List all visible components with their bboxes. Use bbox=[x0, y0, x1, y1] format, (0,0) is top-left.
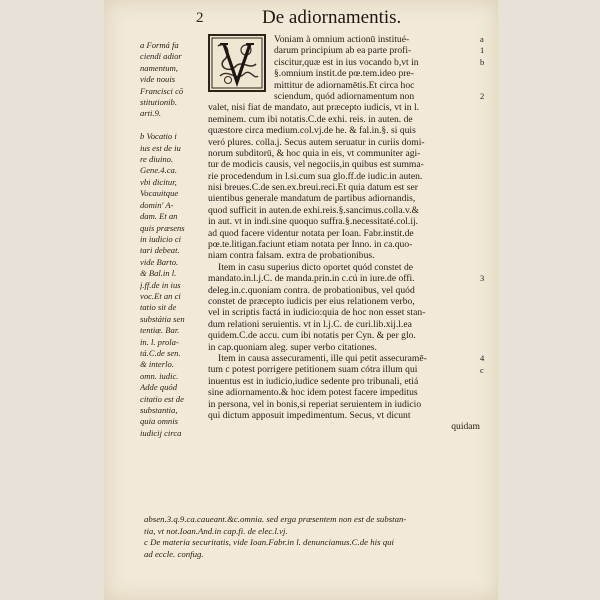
margin-note-line: stitutionib. bbox=[140, 97, 178, 108]
side-mark: 1 bbox=[480, 45, 485, 56]
margin-note-line: ius est de iu bbox=[140, 142, 181, 153]
book-page bbox=[104, 0, 498, 600]
text-line: Voniam à omnium actionū institué- bbox=[274, 34, 410, 45]
text-line: ad quod facere videntur notata per Ioan. Fabr.instit.de bbox=[208, 227, 414, 239]
margin-note-line: arti.9. bbox=[140, 108, 162, 119]
footer-note-line: absen.3.q.9.ca.caueant.&c.omnia. sed erga præsentem non est de substan- bbox=[144, 514, 407, 524]
footer-note-line: c De materia securitatis, vide Ioan.Fabr.in l. denunciamus.C.de his qui bbox=[144, 537, 394, 548]
text-line: quæstore circa medium.col.vj.de he. & fal.in.§. si quis bbox=[208, 125, 416, 137]
text-line: constet de præcepto iudicis per eius relationem verbo, bbox=[208, 295, 415, 307]
margin-note-line: Vocauitque bbox=[140, 188, 179, 199]
main-text bbox=[208, 34, 480, 433]
footer-notes bbox=[144, 514, 492, 560]
margin-note-line: substátia sen bbox=[140, 313, 185, 324]
side-mark: 2 bbox=[480, 91, 485, 101]
text-line: §.omnium instit.de pœ.tem.ideo pre- bbox=[274, 68, 414, 80]
text-line: uientibus generale mandatum de partibus adiornandis, bbox=[208, 193, 416, 205]
margin-note-line: dam. Et an bbox=[140, 211, 178, 222]
margin-note-line: Gene.4.ca. bbox=[140, 165, 177, 176]
text-line: pœ.te.litigan.faciunt etiam notata per Inno. in ca.quo- bbox=[208, 239, 413, 251]
side-mark: b bbox=[480, 56, 485, 67]
text-line: quidem.C.de accu. cum ibi notatis per Cyn. & per glo. bbox=[208, 330, 416, 342]
footer-note-line: tia, vt not.Ioan.And.in cap.fi. de elec.l.vj. bbox=[144, 525, 288, 536]
margin-note-line: in. l. prola- bbox=[140, 336, 179, 347]
margin-note-line: re diuino. bbox=[140, 154, 174, 165]
text-line: in persona, vel in bonis,si reperiat seruientem in iudicio bbox=[208, 398, 422, 410]
margin-note-line: b Vocatio i bbox=[140, 131, 177, 142]
margin-note-line bbox=[140, 120, 204, 131]
side-mark: 4 bbox=[480, 353, 485, 364]
margin-note-line: ciendi adior bbox=[140, 51, 182, 62]
margin-note-line: namentum, bbox=[140, 62, 178, 73]
running-title: De adiornamentis. bbox=[262, 7, 402, 28]
margin-note-line: vide nouis bbox=[140, 74, 176, 85]
text-line: vel in scriptis factá in iudicio:quia de hoc non esset stan- bbox=[208, 307, 426, 319]
margin-note-line: & Bal.in l. bbox=[140, 268, 177, 279]
margin-note-line: a Formá fa bbox=[140, 40, 179, 50]
margin-note-line: tari debeat. bbox=[140, 245, 180, 256]
text-line: mandato.in.l.j.C. de manda.prin.in c.cú in iure.de offi. bbox=[208, 273, 415, 285]
margin-note-line: substantia, bbox=[140, 405, 178, 415]
text-line: tum c potest porrigere petitionem suam cótra illum qui bbox=[208, 364, 418, 376]
margin-note-line: voc.Et an ci bbox=[140, 290, 181, 301]
page-header bbox=[104, 6, 498, 30]
margin-note-line: tatio sit de bbox=[140, 302, 177, 313]
text-line: neminem. cum ibi notatis.C.de exhi. reis. in auten. de bbox=[208, 113, 413, 125]
margin-note-line: quis præsens bbox=[140, 222, 185, 233]
text-line: niam contra falsam. extra de probationibus. bbox=[208, 250, 375, 262]
text-line: Item in causa assecuramenti, ille qui petit assecuramē- bbox=[218, 352, 427, 364]
text-line: darum principium ab ea parte profi- bbox=[274, 45, 412, 57]
margin-note-line: citatio est de bbox=[140, 393, 184, 404]
text-line: deleg.in.c.quoniam contra. de probationibus, vel quód bbox=[208, 284, 415, 296]
text-line: in cap.quoniam aleg. super verbo citationes. bbox=[208, 341, 377, 353]
text-line: qui dictum apposuit impedimentum. Secus, vt dicunt bbox=[208, 409, 411, 421]
page-number: 2 bbox=[196, 10, 204, 26]
text-line: inuentus est in iudicio,iudice sedente pro tribunali, etiá bbox=[208, 375, 419, 387]
text-line: ciscitur,quæ est in ius vocando b,vt in bbox=[274, 56, 419, 68]
text-line: mittitur de adiornamētis.Et circa hoc bbox=[274, 79, 415, 91]
text-line: rie procedendum in l.si.cum sua glo.ff.de iudic.in auten. bbox=[208, 170, 423, 182]
margin-note-line: omn. iudic. bbox=[140, 370, 179, 381]
margin-note-line: & interlo. bbox=[140, 359, 174, 370]
margin-notes bbox=[140, 40, 204, 439]
text-line: nisi breues.C.de sen.ex.breui.reci.Et quia datum est ser bbox=[208, 182, 418, 194]
margin-note-line: vbi dicitur, bbox=[140, 176, 177, 187]
margin-note-line: j.ff.de in ius bbox=[140, 279, 181, 290]
text-line: quod sufficit in auten.de exhi.reis.§.sancimus.colla.v.& bbox=[208, 204, 420, 216]
margin-note-line: tentiæ. Bar. bbox=[140, 325, 180, 336]
text-line: veró plures. colla.j. Secus autem seruatur in curiis domi- bbox=[208, 136, 425, 148]
side-mark: c bbox=[480, 364, 484, 375]
text-line: norum subditorū, & hoc quia in eis, vt communiter agi- bbox=[208, 147, 421, 159]
margin-note-line: quia omnis bbox=[140, 416, 178, 427]
text-line: tur de modicis causis, vel negociis,in quibus est summa- bbox=[208, 159, 424, 171]
text-line: dum relationi seruientis. vt in l.j.C. de curi.lib.xij.l.ea bbox=[208, 318, 412, 330]
text-line: in aut. vt in indi.sine quoquo suffra.§.necessitaté.col.ij. bbox=[208, 216, 419, 228]
margin-note-line: vide Barto. bbox=[140, 256, 179, 267]
text-line: Item in casu superius dicto oportet quód constet de bbox=[218, 261, 414, 273]
side-mark: 3 bbox=[480, 273, 485, 284]
margin-note-line: Francisci cō bbox=[140, 85, 184, 96]
text-line: sciendum, quód adiornamentum non bbox=[274, 90, 415, 102]
side-mark: a bbox=[480, 34, 484, 44]
text-line: quidam bbox=[451, 421, 480, 433]
text-line: sine adiornamento.& hoc idem potest facere impeditus bbox=[208, 387, 418, 399]
margin-note-line: domin' A- bbox=[140, 199, 174, 210]
margin-note-line: in iudicio ci bbox=[140, 233, 182, 244]
margin-note-line: Adde quód bbox=[140, 382, 177, 393]
margin-note-line: iudicij circa bbox=[140, 427, 182, 438]
margin-note-line: tá.C.de sen. bbox=[140, 347, 181, 358]
footer-note-line: ad eccle. confug. bbox=[144, 548, 204, 559]
text-line: valet, nisi fiat de mandato, aut præcepto iudicis, vt in l. bbox=[208, 102, 420, 114]
